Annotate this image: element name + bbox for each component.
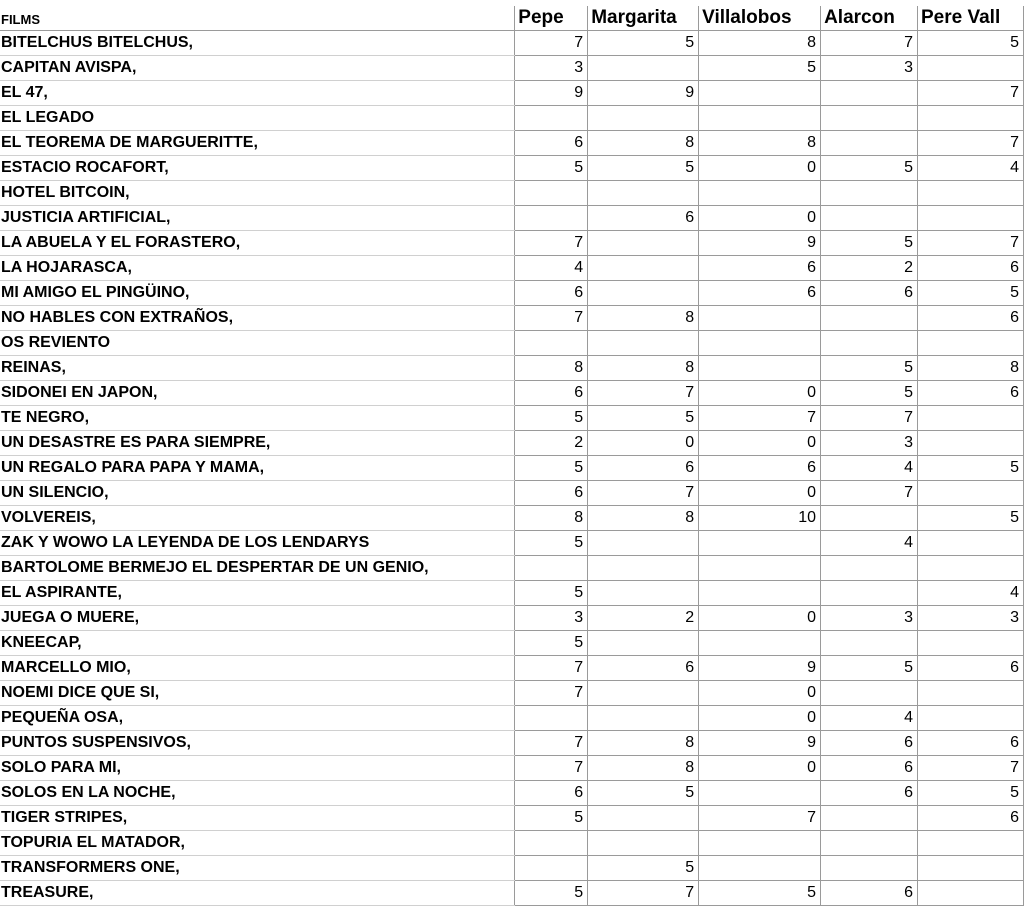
film-title-cell[interactable]: HOTEL BITCOIN,	[0, 181, 515, 206]
film-row	[0, 781, 1024, 806]
score-cell-villalobos[interactable]	[699, 831, 821, 856]
score-cell-pepe[interactable]: 5	[515, 156, 588, 181]
score-cell-alarcon[interactable]: 6	[821, 781, 918, 806]
score-cell-margarita[interactable]	[588, 581, 699, 606]
film-row	[0, 206, 1024, 231]
film-title-cell[interactable]: TE NEGRO,	[0, 406, 515, 431]
score-cell-margarita[interactable]: 7	[588, 381, 699, 406]
score-cell-alarcon[interactable]	[821, 681, 918, 706]
score-cell-margarita[interactable]: 5	[588, 406, 699, 431]
score-cell-pere-vall[interactable]: 6	[918, 381, 1024, 406]
film-row	[0, 556, 1024, 581]
score-cell-pepe[interactable]: 3	[515, 56, 588, 81]
film-title-cell[interactable]: UN REGALO PARA PAPA Y MAMA,	[0, 456, 515, 481]
score-cell-alarcon[interactable]: 5	[821, 231, 918, 256]
film-row	[0, 531, 1024, 556]
film-title-cell[interactable]: SOLOS EN LA NOCHE,	[0, 781, 515, 806]
film-row	[0, 331, 1024, 356]
score-cell-pepe[interactable]	[515, 556, 588, 581]
score-cell-pere-vall[interactable]: 7	[918, 81, 1024, 106]
score-cell-pepe[interactable]: 6	[515, 281, 588, 306]
film-row	[0, 806, 1024, 831]
score-cell-pere-vall[interactable]: 5	[918, 506, 1024, 531]
score-cell-villalobos[interactable]: 8	[699, 131, 821, 156]
score-cell-alarcon[interactable]: 2	[821, 256, 918, 281]
ratings-table	[0, 6, 1024, 906]
score-cell-villalobos[interactable]: 0	[699, 206, 821, 231]
score-cell-margarita[interactable]	[588, 56, 699, 81]
score-cell-margarita[interactable]: 7	[588, 481, 699, 506]
score-cell-villalobos[interactable]: 7	[699, 406, 821, 431]
score-cell-pere-vall[interactable]: 8	[918, 356, 1024, 381]
film-row	[0, 706, 1024, 731]
film-row	[0, 731, 1024, 756]
score-cell-margarita[interactable]: 8	[588, 506, 699, 531]
score-cell-pepe[interactable]	[515, 331, 588, 356]
score-cell-pere-vall[interactable]: 6	[918, 806, 1024, 831]
score-cell-pere-vall[interactable]: 6	[918, 656, 1024, 681]
film-title-cell[interactable]: JUSTICIA ARTIFICIAL,	[0, 206, 515, 231]
score-cell-villalobos[interactable]	[699, 631, 821, 656]
film-row	[0, 306, 1024, 331]
score-cell-margarita[interactable]: 8	[588, 131, 699, 156]
score-cell-pepe[interactable]	[515, 206, 588, 231]
score-cell-pepe[interactable]: 5	[515, 581, 588, 606]
score-cell-alarcon[interactable]	[821, 131, 918, 156]
score-cell-pepe[interactable]: 8	[515, 356, 588, 381]
score-cell-margarita[interactable]: 5	[588, 781, 699, 806]
score-cell-pere-vall[interactable]	[918, 406, 1024, 431]
film-row	[0, 106, 1024, 131]
film-row	[0, 406, 1024, 431]
score-cell-alarcon[interactable]	[821, 556, 918, 581]
film-row	[0, 256, 1024, 281]
score-cell-pere-vall[interactable]: 7	[918, 756, 1024, 781]
score-cell-margarita[interactable]: 2	[588, 606, 699, 631]
score-cell-margarita[interactable]	[588, 106, 699, 131]
film-row	[0, 56, 1024, 81]
critic-header-pere-vall[interactable]: Pere Vall	[918, 6, 1024, 31]
film-title-cell[interactable]: MARCELLO MIO,	[0, 656, 515, 681]
film-title-cell[interactable]: ESTACIO ROCAFORT,	[0, 156, 515, 181]
score-cell-pepe[interactable]	[515, 856, 588, 881]
score-cell-pere-vall[interactable]	[918, 681, 1024, 706]
score-cell-pepe[interactable]: 5	[515, 631, 588, 656]
film-title-cell[interactable]: BARTOLOME BERMEJO EL DESPERTAR DE UN GENIO,	[0, 556, 515, 581]
score-cell-alarcon[interactable]: 4	[821, 706, 918, 731]
film-row	[0, 431, 1024, 456]
film-title-cell[interactable]: PEQUEÑA OSA,	[0, 706, 515, 731]
film-title-cell[interactable]: LA ABUELA Y EL FORASTERO,	[0, 231, 515, 256]
score-cell-villalobos[interactable]	[699, 581, 821, 606]
score-cell-pepe[interactable]: 7	[515, 681, 588, 706]
film-title-cell[interactable]: UN SILENCIO,	[0, 481, 515, 506]
score-cell-margarita[interactable]	[588, 331, 699, 356]
score-cell-pere-vall[interactable]	[918, 331, 1024, 356]
critic-header-margarita[interactable]: Margarita	[588, 6, 699, 31]
score-cell-pere-vall[interactable]	[918, 556, 1024, 581]
score-cell-pere-vall[interactable]: 7	[918, 131, 1024, 156]
score-cell-villalobos[interactable]	[699, 181, 821, 206]
score-cell-margarita[interactable]: 5	[588, 156, 699, 181]
score-cell-pepe[interactable]	[515, 106, 588, 131]
film-title-cell[interactable]: BITELCHUS BITELCHUS,	[0, 31, 515, 56]
score-cell-pere-vall[interactable]	[918, 481, 1024, 506]
film-row	[0, 581, 1024, 606]
score-cell-margarita[interactable]: 7	[588, 881, 699, 906]
score-cell-villalobos[interactable]: 5	[699, 56, 821, 81]
score-cell-margarita[interactable]	[588, 706, 699, 731]
film-row	[0, 506, 1024, 531]
score-cell-villalobos[interactable]: 8	[699, 31, 821, 56]
film-title-cell[interactable]: NO HABLES CON EXTRAÑOS,	[0, 306, 515, 331]
films-header[interactable]: FILMS	[0, 6, 515, 31]
film-row	[0, 631, 1024, 656]
score-cell-villalobos[interactable]: 0	[699, 431, 821, 456]
film-title-cell[interactable]: SOLO PARA MI,	[0, 756, 515, 781]
score-cell-alarcon[interactable]	[821, 81, 918, 106]
score-cell-villalobos[interactable]: 6	[699, 456, 821, 481]
critic-header-villalobos[interactable]: Villalobos	[699, 6, 821, 31]
score-cell-villalobos[interactable]	[699, 556, 821, 581]
score-cell-alarcon[interactable]: 6	[821, 881, 918, 906]
score-cell-pepe[interactable]: 3	[515, 606, 588, 631]
score-cell-pere-vall[interactable]	[918, 206, 1024, 231]
score-cell-alarcon[interactable]: 5	[821, 356, 918, 381]
score-cell-alarcon[interactable]: 6	[821, 281, 918, 306]
score-cell-villalobos[interactable]: 0	[699, 706, 821, 731]
score-cell-alarcon[interactable]	[821, 106, 918, 131]
score-cell-pere-vall[interactable]: 5	[918, 281, 1024, 306]
score-cell-margarita[interactable]: 9	[588, 81, 699, 106]
score-cell-alarcon[interactable]: 5	[821, 381, 918, 406]
score-cell-villalobos[interactable]: 0	[699, 681, 821, 706]
score-cell-pere-vall[interactable]	[918, 881, 1024, 906]
score-cell-pere-vall[interactable]: 6	[918, 256, 1024, 281]
film-row	[0, 881, 1024, 906]
score-cell-margarita[interactable]: 0	[588, 431, 699, 456]
score-cell-villalobos[interactable]	[699, 81, 821, 106]
score-cell-alarcon[interactable]: 3	[821, 56, 918, 81]
film-title-cell[interactable]: PUNTOS SUSPENSIVOS,	[0, 731, 515, 756]
score-cell-margarita[interactable]	[588, 181, 699, 206]
score-cell-alarcon[interactable]: 3	[821, 606, 918, 631]
score-cell-pepe[interactable]: 6	[515, 131, 588, 156]
film-row	[0, 281, 1024, 306]
score-cell-pere-vall[interactable]: 6	[918, 306, 1024, 331]
score-cell-alarcon[interactable]	[821, 806, 918, 831]
film-title-cell[interactable]: KNEECAP,	[0, 631, 515, 656]
score-cell-villalobos[interactable]: 9	[699, 231, 821, 256]
score-cell-villalobos[interactable]: 10	[699, 506, 821, 531]
score-cell-villalobos[interactable]: 0	[699, 756, 821, 781]
score-cell-margarita[interactable]: 8	[588, 756, 699, 781]
score-cell-pepe[interactable]: 7	[515, 656, 588, 681]
score-cell-alarcon[interactable]: 6	[821, 731, 918, 756]
score-cell-pepe[interactable]: 7	[515, 306, 588, 331]
score-cell-pere-vall[interactable]: 4	[918, 581, 1024, 606]
film-row	[0, 606, 1024, 631]
film-row	[0, 831, 1024, 856]
score-cell-pere-vall[interactable]: 5	[918, 31, 1024, 56]
film-title-cell[interactable]: MI AMIGO EL PINGÜINO,	[0, 281, 515, 306]
film-title-cell[interactable]: TREASURE,	[0, 881, 515, 906]
score-cell-pepe[interactable]	[515, 831, 588, 856]
score-cell-alarcon[interactable]: 6	[821, 756, 918, 781]
score-cell-alarcon[interactable]: 4	[821, 456, 918, 481]
score-cell-villalobos[interactable]: 5	[699, 881, 821, 906]
score-cell-pere-vall[interactable]	[918, 706, 1024, 731]
score-cell-alarcon[interactable]: 7	[821, 31, 918, 56]
film-title-cell[interactable]: TIGER STRIPES,	[0, 806, 515, 831]
score-cell-margarita[interactable]	[588, 531, 699, 556]
critic-header-alarcon[interactable]: Alarcon	[821, 6, 918, 31]
score-cell-pepe[interactable]: 5	[515, 531, 588, 556]
score-cell-pepe[interactable]: 5	[515, 456, 588, 481]
score-cell-margarita[interactable]: 8	[588, 306, 699, 331]
score-cell-villalobos[interactable]: 0	[699, 606, 821, 631]
score-cell-pere-vall[interactable]: 5	[918, 456, 1024, 481]
score-cell-pepe[interactable]: 7	[515, 31, 588, 56]
film-row	[0, 456, 1024, 481]
score-cell-pere-vall[interactable]	[918, 631, 1024, 656]
score-cell-pepe[interactable]: 5	[515, 406, 588, 431]
score-cell-pepe[interactable]: 7	[515, 231, 588, 256]
score-cell-margarita[interactable]	[588, 631, 699, 656]
film-row	[0, 181, 1024, 206]
film-row	[0, 681, 1024, 706]
score-cell-alarcon[interactable]	[821, 856, 918, 881]
score-cell-alarcon[interactable]	[821, 331, 918, 356]
score-cell-pere-vall[interactable]: 6	[918, 731, 1024, 756]
score-cell-villalobos[interactable]	[699, 856, 821, 881]
score-cell-pere-vall[interactable]: 7	[918, 231, 1024, 256]
film-title-cell[interactable]: CAPITAN AVISPA,	[0, 56, 515, 81]
film-row	[0, 656, 1024, 681]
score-cell-pepe[interactable]: 6	[515, 381, 588, 406]
score-cell-alarcon[interactable]	[821, 206, 918, 231]
critic-header-pepe[interactable]: Pepe	[515, 6, 588, 31]
score-cell-pepe[interactable]: 9	[515, 81, 588, 106]
film-row	[0, 31, 1024, 56]
film-row	[0, 131, 1024, 156]
score-cell-alarcon[interactable]: 7	[821, 481, 918, 506]
film-title-cell[interactable]: EL TEOREMA DE MARGUERITTE,	[0, 131, 515, 156]
score-cell-alarcon[interactable]: 7	[821, 406, 918, 431]
score-cell-pepe[interactable]: 5	[515, 806, 588, 831]
score-cell-villalobos[interactable]	[699, 781, 821, 806]
score-cell-pepe[interactable]: 2	[515, 431, 588, 456]
score-cell-pere-vall[interactable]	[918, 181, 1024, 206]
film-title-cell[interactable]: JUEGA O MUERE,	[0, 606, 515, 631]
score-cell-alarcon[interactable]: 3	[821, 431, 918, 456]
film-row	[0, 81, 1024, 106]
score-cell-villalobos[interactable]: 9	[699, 656, 821, 681]
score-cell-pere-vall[interactable]: 4	[918, 156, 1024, 181]
score-cell-margarita[interactable]	[588, 806, 699, 831]
film-title-cell[interactable]: EL LEGADO	[0, 106, 515, 131]
score-cell-villalobos[interactable]	[699, 106, 821, 131]
score-cell-villalobos[interactable]: 0	[699, 481, 821, 506]
film-row	[0, 481, 1024, 506]
score-cell-pepe[interactable]: 7	[515, 756, 588, 781]
film-title-cell[interactable]: TOPURIA EL MATADOR,	[0, 831, 515, 856]
score-cell-villalobos[interactable]	[699, 306, 821, 331]
film-title-cell[interactable]: UN DESASTRE ES PARA SIEMPRE,	[0, 431, 515, 456]
header-row	[0, 6, 1024, 31]
score-cell-pere-vall[interactable]	[918, 531, 1024, 556]
score-cell-villalobos[interactable]	[699, 331, 821, 356]
score-cell-pepe[interactable]: 5	[515, 881, 588, 906]
score-cell-pepe[interactable]: 6	[515, 781, 588, 806]
score-cell-pepe[interactable]	[515, 706, 588, 731]
score-cell-pere-vall[interactable]	[918, 56, 1024, 81]
score-cell-pepe[interactable]: 6	[515, 481, 588, 506]
film-row	[0, 356, 1024, 381]
film-row	[0, 156, 1024, 181]
score-cell-margarita[interactable]: 6	[588, 206, 699, 231]
score-cell-villalobos[interactable]: 0	[699, 156, 821, 181]
score-cell-alarcon[interactable]	[821, 506, 918, 531]
score-cell-margarita[interactable]: 5	[588, 856, 699, 881]
film-title-cell[interactable]: EL 47,	[0, 81, 515, 106]
score-cell-alarcon[interactable]	[821, 831, 918, 856]
score-cell-villalobos[interactable]	[699, 356, 821, 381]
score-cell-pere-vall[interactable]	[918, 856, 1024, 881]
score-cell-margarita[interactable]: 8	[588, 356, 699, 381]
score-cell-villalobos[interactable]: 0	[699, 381, 821, 406]
score-cell-pere-vall[interactable]: 5	[918, 781, 1024, 806]
score-cell-margarita[interactable]	[588, 831, 699, 856]
film-title-cell[interactable]: TRANSFORMERS ONE,	[0, 856, 515, 881]
score-cell-pepe[interactable]: 7	[515, 731, 588, 756]
score-cell-alarcon[interactable]	[821, 306, 918, 331]
score-cell-alarcon[interactable]	[821, 181, 918, 206]
film-title-cell[interactable]: LA HOJARASCA,	[0, 256, 515, 281]
score-cell-pere-vall[interactable]	[918, 831, 1024, 856]
film-title-cell[interactable]: EL ASPIRANTE,	[0, 581, 515, 606]
score-cell-alarcon[interactable]: 5	[821, 156, 918, 181]
film-row	[0, 856, 1024, 881]
score-cell-pere-vall[interactable]	[918, 106, 1024, 131]
score-cell-pepe[interactable]: 8	[515, 506, 588, 531]
score-cell-margarita[interactable]: 8	[588, 731, 699, 756]
film-title-cell[interactable]: NOEMI DICE QUE SI,	[0, 681, 515, 706]
score-cell-margarita[interactable]	[588, 556, 699, 581]
score-cell-villalobos[interactable]: 6	[699, 281, 821, 306]
score-cell-margarita[interactable]: 6	[588, 656, 699, 681]
score-cell-villalobos[interactable]: 9	[699, 731, 821, 756]
score-cell-margarita[interactable]	[588, 681, 699, 706]
score-cell-pere-vall[interactable]	[918, 431, 1024, 456]
score-cell-alarcon[interactable]	[821, 581, 918, 606]
film-title-cell[interactable]: SIDONEI EN JAPON,	[0, 381, 515, 406]
film-title-cell[interactable]: ZAK Y WOWO LA LEYENDA DE LOS LENDARYS	[0, 531, 515, 556]
film-title-cell[interactable]: VOLVEREIS,	[0, 506, 515, 531]
film-title-cell[interactable]: REINAS,	[0, 356, 515, 381]
score-cell-alarcon[interactable]: 4	[821, 531, 918, 556]
score-cell-margarita[interactable]: 5	[588, 31, 699, 56]
score-cell-pepe[interactable]: 4	[515, 256, 588, 281]
score-cell-margarita[interactable]: 6	[588, 456, 699, 481]
score-cell-pepe[interactable]	[515, 181, 588, 206]
score-cell-alarcon[interactable]: 5	[821, 656, 918, 681]
film-row	[0, 756, 1024, 781]
score-cell-margarita[interactable]	[588, 256, 699, 281]
score-cell-margarita[interactable]	[588, 231, 699, 256]
film-row	[0, 381, 1024, 406]
score-cell-villalobos[interactable]: 7	[699, 806, 821, 831]
score-cell-villalobos[interactable]	[699, 531, 821, 556]
score-cell-villalobos[interactable]: 6	[699, 256, 821, 281]
score-cell-margarita[interactable]	[588, 281, 699, 306]
film-row	[0, 231, 1024, 256]
score-cell-alarcon[interactable]	[821, 631, 918, 656]
score-cell-pere-vall[interactable]: 3	[918, 606, 1024, 631]
film-title-cell[interactable]: OS REVIENTO	[0, 331, 515, 356]
